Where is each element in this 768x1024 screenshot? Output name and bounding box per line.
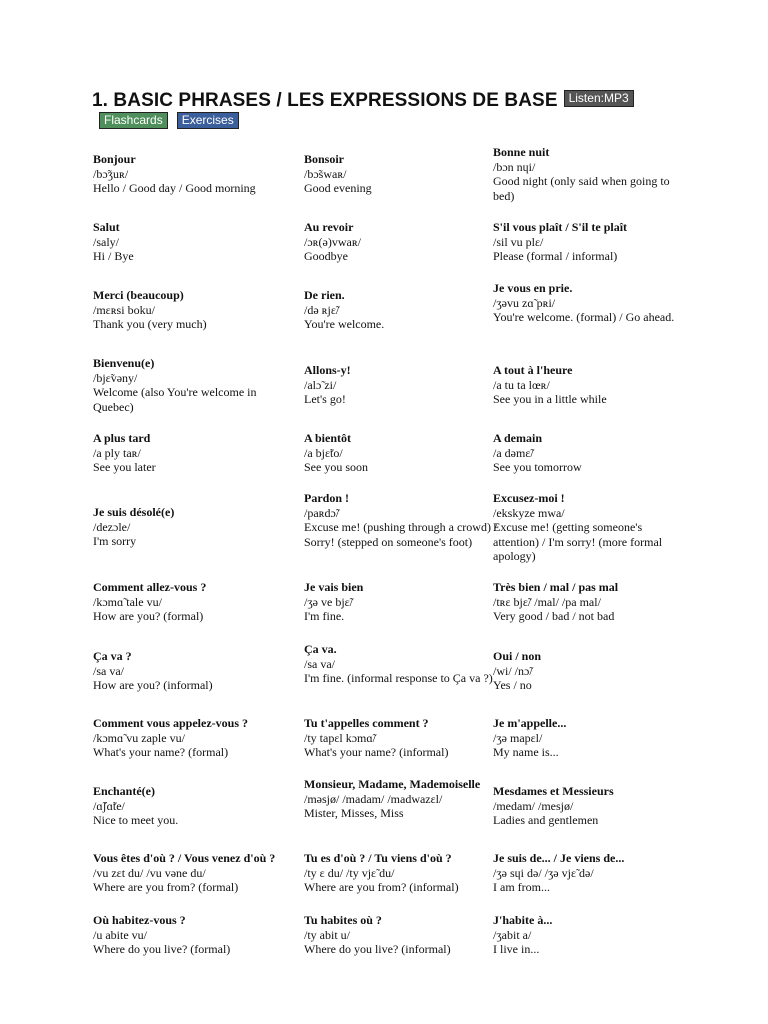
phrase-french: Je vais bien (304, 580, 364, 594)
phrase-french: A plus tard (93, 431, 151, 445)
page-header (92, 90, 634, 112)
phrase-french: Allons-y! (304, 363, 351, 377)
phrase-english: Very good / bad / not bad (493, 609, 615, 623)
phrase-french: Vous êtes d'où ? / Vous venez d'où ? (93, 851, 276, 865)
phrase-french: S'il vous plaît / S'il te plaît (493, 220, 628, 234)
phrase-entry (93, 288, 288, 332)
phrase-french: Monsieur, Madame, Mademoiselle (304, 777, 481, 791)
phrase-pronunciation: /a bjɛ̃to/ (304, 445, 343, 460)
phrase-english: Hi / Bye (93, 249, 134, 263)
phrase-english: Thank you (very much) (93, 317, 207, 331)
phrase-pronunciation: /a dəmɛ̃/ (493, 445, 534, 460)
phrase-french: Ça va. (304, 642, 337, 656)
phrase-french: Pardon ! (304, 491, 349, 505)
phrase-pronunciation: /kɔmɑ̃ tale vu/ (93, 594, 162, 609)
phrase-english: What's your name? (formal) (93, 745, 229, 759)
phrase-pronunciation: /ty ɛ du/ /ty vjɛ̃ du/ (304, 865, 395, 880)
phrase-pronunciation: /ʒə mapɛl/ (493, 730, 543, 745)
phrase-french: Ça va ? (93, 649, 132, 663)
phrase-english: Good night (only said when going to bed) (493, 174, 670, 203)
phrase-entry (493, 220, 688, 264)
phrase-entry (304, 580, 499, 624)
phrase-english: Please (formal / informal) (493, 249, 618, 263)
phrase-english: Ladies and gentlemen (493, 813, 599, 827)
phrase-pronunciation: /ʒə ve bjɛ̃/ (304, 594, 354, 609)
listen-mp3-button[interactable]: Listen:MP3 (564, 90, 634, 107)
phrase-entry (304, 642, 499, 686)
phrase-english: I'm sorry (93, 534, 137, 548)
phrase-entry (493, 649, 688, 693)
phrase-entry (493, 851, 688, 895)
phrase-english: Good evening (304, 181, 372, 195)
phrase-french: Bonsoir (304, 152, 345, 166)
phrase-entry (304, 491, 499, 549)
phrase-french: Tu es d'où ? / Tu viens d'où ? (304, 851, 452, 865)
phrase-pronunciation: /ty tapɛl kɔmɑ̃/ (304, 730, 376, 745)
phrase-pronunciation: /medam/ /mesjø/ (493, 798, 574, 813)
phrase-english: Where do you live? (formal) (93, 942, 231, 956)
phrase-french: Je vous en prie. (493, 281, 573, 295)
phrase-french: A tout à l'heure (493, 363, 573, 377)
phrase-pronunciation: /kɔmɑ̃ vu zaple vu/ (93, 730, 185, 745)
phrase-french: Oui / non (493, 649, 542, 663)
phrase-english: My name is... (493, 745, 559, 759)
phrase-english: See you in a little while (493, 392, 607, 406)
phrase-pronunciation: /ɑ̃ʃɑ̃te/ (93, 798, 125, 813)
phrase-pronunciation: /bɔn nɥi/ (493, 159, 536, 174)
phrase-english: Goodbye (304, 249, 348, 263)
phrase-pronunciation: /a tu ta lœʀ/ (493, 377, 550, 392)
phrase-english: See you soon (304, 460, 368, 474)
phrase-french: Je suis désolé(e) (93, 505, 175, 519)
phrase-entry (93, 649, 288, 693)
phrase-pronunciation: /sil vu plɛ/ (493, 234, 544, 249)
phrase-french: Tu t'appelles comment ? (304, 716, 429, 730)
phrase-pronunciation: /tʀɛ bjɛ̃/ /mal/ /pa mal/ (493, 594, 601, 609)
phrase-entry (493, 716, 688, 760)
phrase-entry (93, 913, 288, 957)
phrase-english: Where are you from? (formal) (93, 880, 239, 894)
phrase-french: Bonjour (93, 152, 136, 166)
phrase-english: How are you? (formal) (93, 609, 204, 623)
phrase-entry (304, 431, 499, 475)
phrase-entry (304, 220, 499, 264)
phrase-pronunciation: /alɔ̃ zi/ (304, 377, 337, 392)
phrase-french: Excusez-moi ! (493, 491, 565, 505)
phrase-entry (493, 913, 688, 957)
phrase-pronunciation: /bɔ̃ʒuʀ/ (93, 166, 129, 181)
phrase-english: You're welcome. (formal) / Go ahead. (493, 310, 675, 324)
phrase-english: Excuse me! (pushing through a crowd) / Sorry! (stepped on someone's foot) (304, 520, 498, 549)
phrase-pronunciation: /dezɔle/ (93, 519, 131, 534)
phrase-pronunciation: /saly/ (93, 234, 119, 249)
phrase-pronunciation: /sa va/ (304, 656, 335, 671)
study-buttons (99, 112, 239, 129)
phrase-french: Très bien / mal / pas mal (493, 580, 619, 594)
exercises-button[interactable]: Exercises (177, 112, 239, 129)
phrase-english: You're welcome. (304, 317, 385, 331)
phrase-french: Comment allez-vous ? (93, 580, 207, 594)
phrase-english: I am from... (493, 880, 550, 894)
phrase-pronunciation: /ekskyze mwa/ (493, 505, 565, 520)
phrase-entry (493, 580, 688, 624)
phrase-entry (304, 152, 499, 196)
phrase-pronunciation: /a ply taʀ/ (93, 445, 141, 460)
phrase-entry (93, 431, 288, 475)
phrase-entry (93, 851, 298, 895)
phrase-entry (493, 431, 688, 475)
phrase-english: Excuse me! (getting someone's attention) / I'm sorry! (more formal apology) (493, 520, 663, 563)
phrase-entry (493, 281, 688, 325)
phrase-french: A demain (493, 431, 543, 445)
phrase-french: Enchanté(e) (93, 784, 155, 798)
phrase-entry (93, 784, 288, 828)
phrase-entry (493, 145, 688, 203)
phrase-entry (304, 777, 499, 821)
phrase-english: See you tomorrow (493, 460, 582, 474)
phrase-english: What's your name? (informal) (304, 745, 449, 759)
phrase-english: Yes / no (493, 678, 532, 692)
phrase-entry (304, 288, 499, 332)
phrase-entry (93, 220, 288, 264)
phrase-entry (304, 363, 499, 407)
phrase-french: J'habite à... (493, 913, 553, 927)
phrase-french: A bientôt (304, 431, 352, 445)
phrase-english: I'm fine. (informal response to Ça va ?) (304, 671, 493, 685)
phrase-french: Mesdames et Messieurs (493, 784, 614, 798)
phrase-english: Nice to meet you. (93, 813, 179, 827)
phrase-french: Où habitez-vous ? (93, 913, 186, 927)
phrase-pronunciation: /ʒəvu zɑ̃ pʀi/ (493, 295, 556, 310)
phrase-entry (93, 152, 288, 196)
phrase-french: Au revoir (304, 220, 354, 234)
phrase-english: Mister, Misses, Miss (304, 806, 404, 820)
phrase-french: De rien. (304, 288, 345, 302)
phrase-entry (93, 356, 288, 414)
phrase-english: I'm fine. (304, 609, 345, 623)
phrase-english: Where are you from? (informal) (304, 880, 459, 894)
phrase-pronunciation: /ʒabit a/ (493, 927, 532, 942)
phrase-french: Comment vous appelez-vous ? (93, 716, 248, 730)
phrase-english: See you later (93, 460, 156, 474)
phrase-entry (93, 716, 288, 760)
flashcards-button[interactable]: Flashcards (99, 112, 168, 129)
phrase-entry (493, 784, 688, 828)
phrase-french: Salut (93, 220, 120, 234)
phrase-pronunciation: /paʀdɔ̃/ (304, 505, 340, 520)
phrase-pronunciation: /vu zɛt du/ /vu vəne du/ (93, 865, 206, 880)
phrase-pronunciation: /wi/ /nɔ̃/ (493, 663, 533, 678)
phrase-entry (304, 716, 499, 760)
phrase-french: Bienvenu(e) (93, 356, 155, 370)
phrase-pronunciation: /də ʀjɛ̃/ (304, 302, 340, 317)
phrase-english: I live in... (493, 942, 540, 956)
phrase-english: How are you? (informal) (93, 678, 213, 692)
phrase-entry (93, 505, 288, 549)
phrase-pronunciation: /bjɛ̃vəny/ (93, 370, 138, 385)
phrase-english: Hello / Good day / Good morning (93, 181, 256, 195)
phrase-pronunciation: /ɔʀ(ə)vwaʀ/ (304, 234, 362, 249)
phrase-pronunciation: /bɔ̃swaʀ/ (304, 166, 347, 181)
phrase-english: Where do you live? (informal) (304, 942, 451, 956)
phrase-pronunciation: /mɛʀsi boku/ (93, 302, 155, 317)
phrase-french: Merci (beaucoup) (93, 288, 184, 302)
phrase-entry (493, 491, 688, 564)
phrase-entry (93, 580, 288, 624)
phrase-pronunciation: /ty abit u/ (304, 927, 350, 942)
phrase-french: Je suis de... / Je viens de... (493, 851, 625, 865)
phrase-french: Je m'appelle... (493, 716, 567, 730)
page-title: 1. BASIC PHRASES / LES EXPRESSIONS DE BASE (92, 90, 558, 111)
phrase-pronunciation: /sa va/ (93, 663, 124, 678)
phrase-english: Welcome (also You're welcome in Quebec) (93, 385, 257, 414)
phrase-french: Bonne nuit (493, 145, 550, 159)
phrase-pronunciation: /u abite vu/ (93, 927, 147, 942)
phrase-pronunciation: /ʒə sɥi də/ /ʒə vjɛ̃ də/ (493, 865, 594, 880)
phrase-entry (304, 851, 499, 895)
phrase-french: Tu habites où ? (304, 913, 382, 927)
phrase-pronunciation: /məsjø/ /madam/ /madwazɛl/ (304, 791, 443, 806)
phrase-entry (493, 363, 688, 407)
phrase-entry (304, 913, 499, 957)
phrase-english: Let's go! (304, 392, 346, 406)
